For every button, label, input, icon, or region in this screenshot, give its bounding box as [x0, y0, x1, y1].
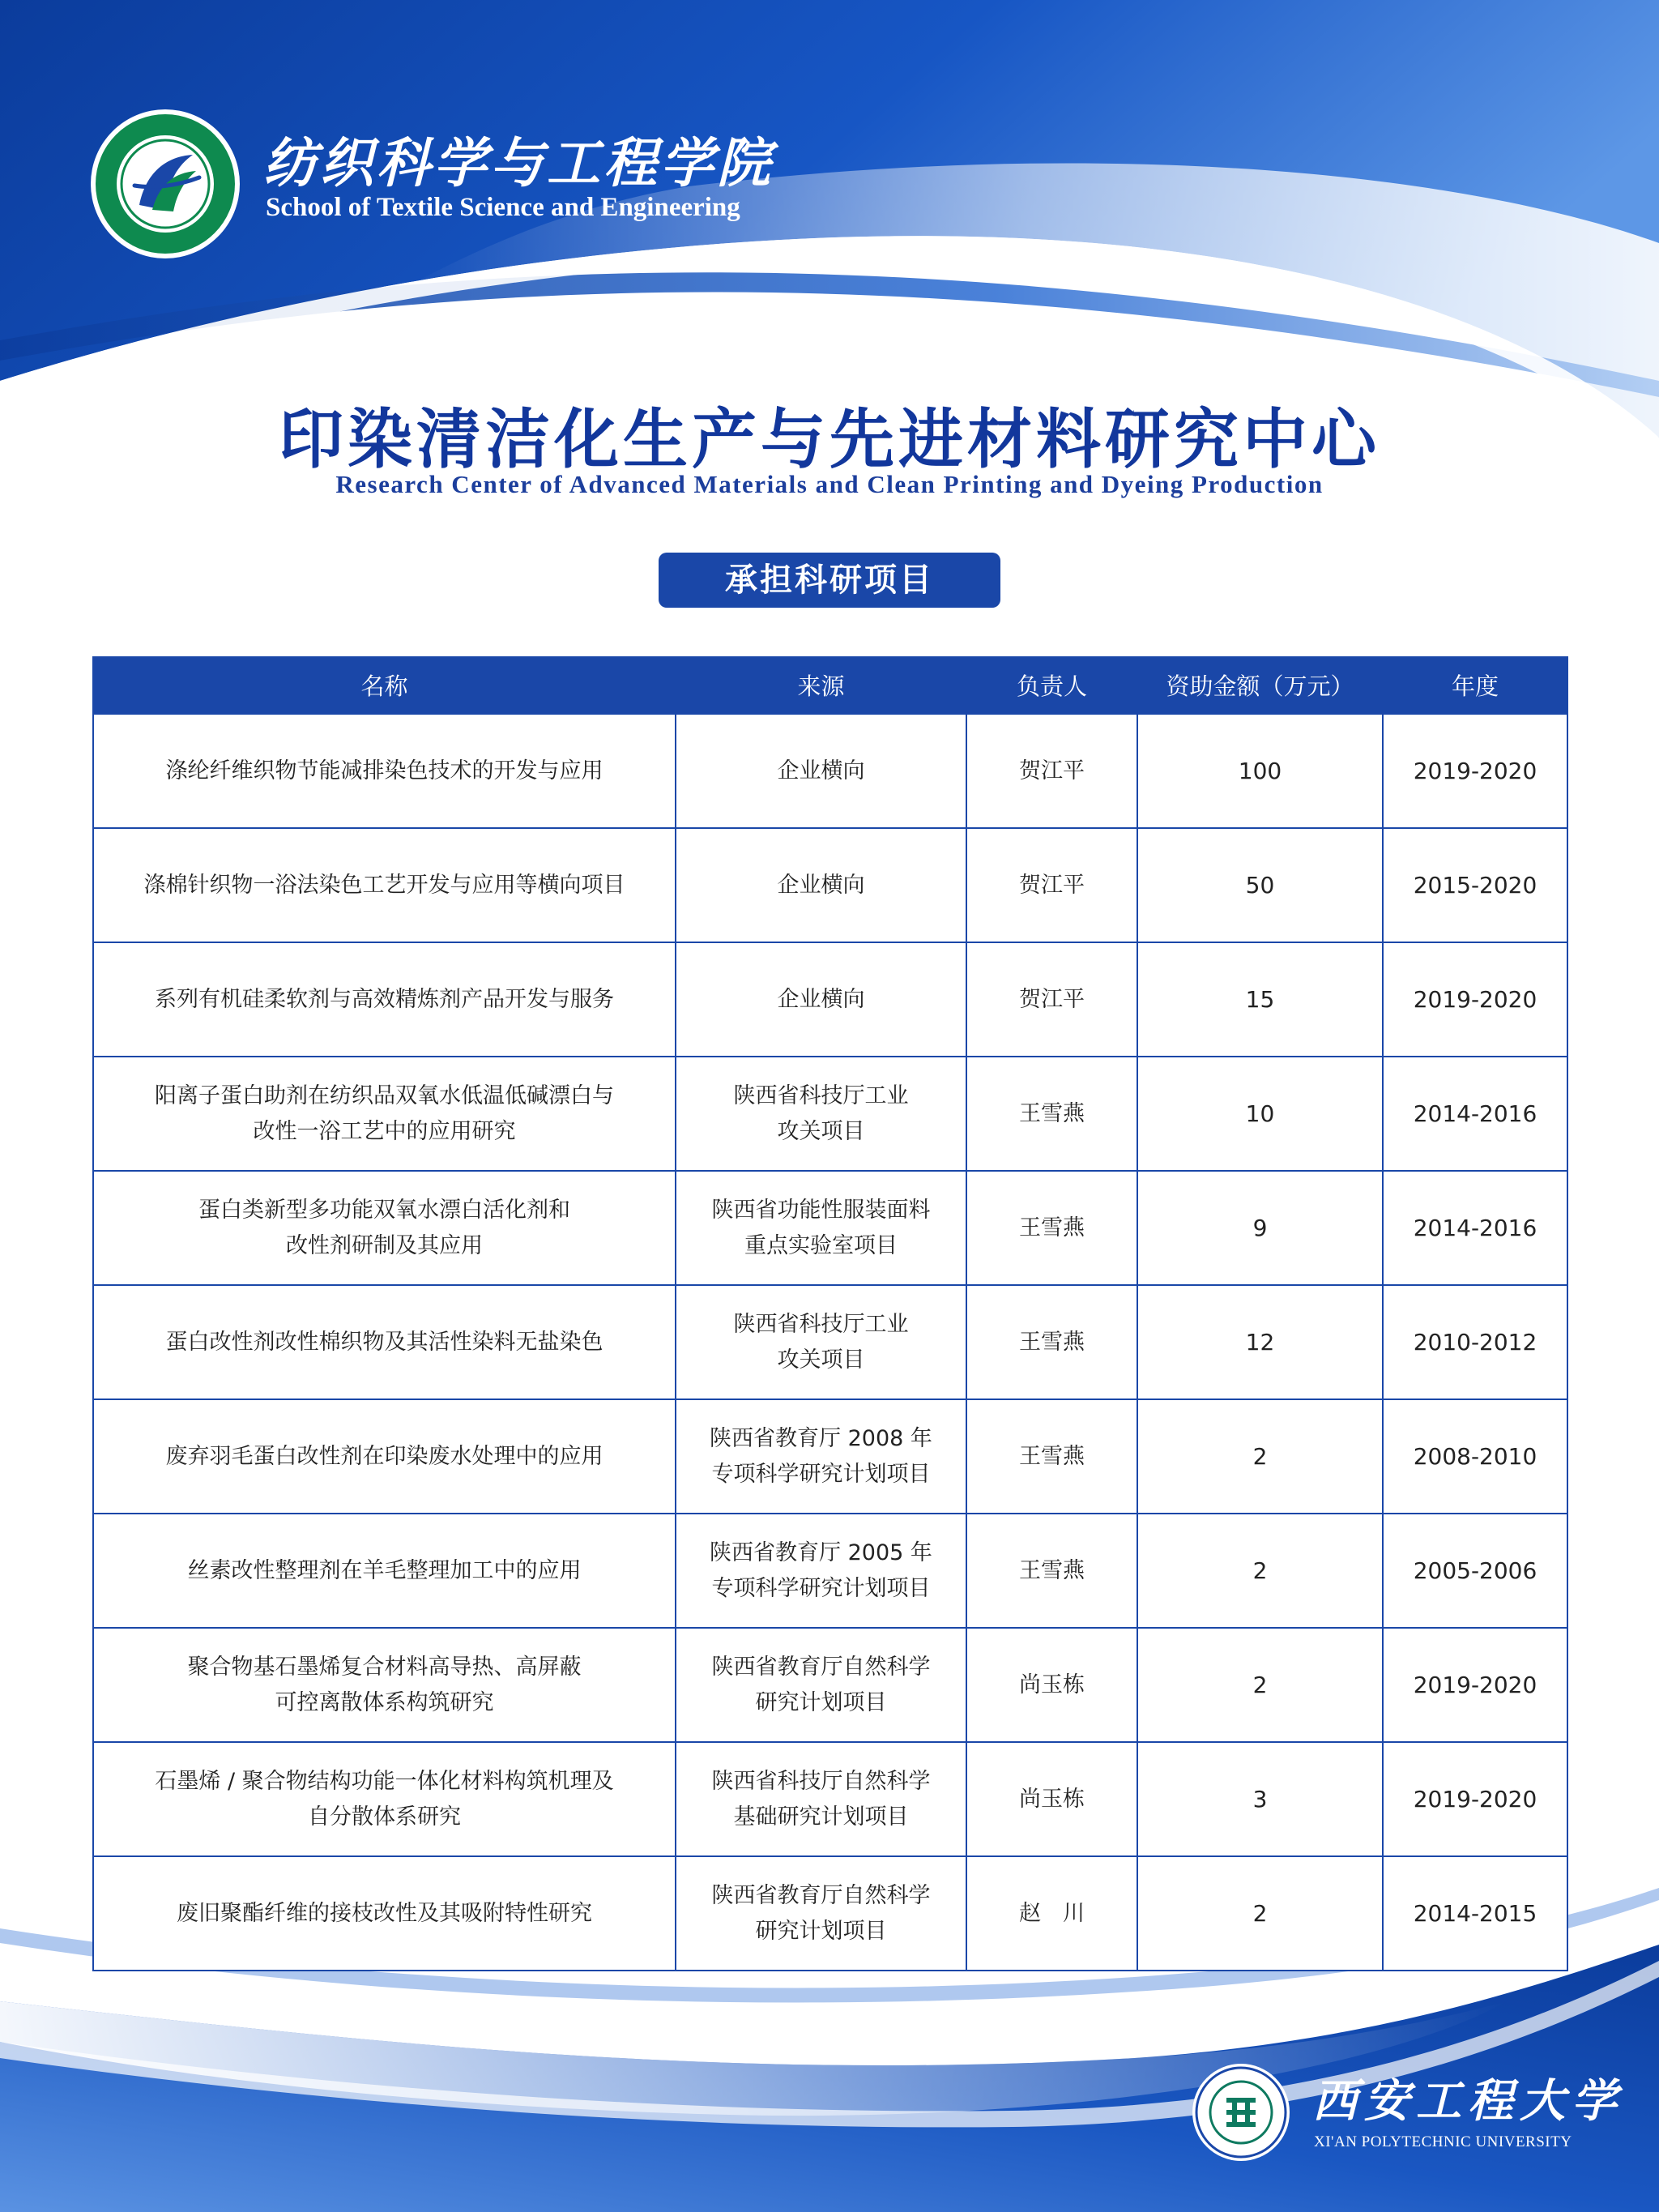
- page-title: 印染清洁化生产与先进材料研究中心: [279, 402, 1380, 477]
- table-row: [93, 1399, 1567, 1514]
- cell-source: [676, 1514, 966, 1628]
- cell-source-line: 专项科学研究计划项目: [711, 1461, 931, 1487]
- cell-amount: 2: [1137, 1399, 1383, 1514]
- cell-source-line: 陕西省教育厅 2008 年: [710, 1425, 932, 1451]
- column-header-year: 年度: [1383, 656, 1567, 714]
- cell-source: [676, 1856, 966, 1971]
- cell-amount: 2: [1137, 1628, 1383, 1742]
- cell-project-name: [93, 1628, 676, 1742]
- cell-project-name-line: 废弃羽毛蛋白改性剂在印染废水处理中的应用: [165, 1443, 603, 1469]
- column-header-source: 来源: [676, 656, 966, 714]
- school-name-cn: 纺织科学与工程学院: [263, 131, 774, 194]
- cell-project-name-line: 石墨烯 / 聚合物结构功能一体化材料构筑机理及: [155, 1768, 614, 1794]
- cell-source-line: 重点实验室项目: [744, 1232, 898, 1258]
- column-header-name: 名称: [93, 656, 676, 714]
- cell-leader: 王雪燕: [966, 1057, 1137, 1171]
- university-emblem-icon: [1191, 2062, 1291, 2163]
- cell-source: [676, 1742, 966, 1856]
- projects-table: [92, 656, 1568, 1971]
- cell-amount: 100: [1137, 714, 1383, 828]
- cell-year: 2019-2020: [1383, 714, 1567, 828]
- cell-amount: 12: [1137, 1285, 1383, 1399]
- cell-year: 2010-2012: [1383, 1285, 1567, 1399]
- cell-project-name-line: 丝素改性整理剂在羊毛整理加工中的应用: [187, 1557, 582, 1583]
- cell-source-line: 专项科学研究计划项目: [711, 1575, 931, 1601]
- cell-project-name-line: 蛋白改性剂改性棉织物及其活性染料无盐染色: [165, 1329, 603, 1355]
- table-row: [93, 828, 1567, 942]
- cell-project-name: [93, 1856, 676, 1971]
- cell-source-line: 研究计划项目: [755, 1918, 887, 1944]
- cell-project-name-line: 聚合物基石墨烯复合材料高导热、高屏蔽: [187, 1654, 582, 1680]
- cell-project-name-line: 涤纶纤维织物节能减排染色技术的开发与应用: [165, 758, 603, 784]
- cell-source: [676, 714, 966, 828]
- cell-source-line: 攻关项目: [777, 1347, 865, 1373]
- cell-source-line: 企业横向: [777, 758, 865, 784]
- cell-source-line: 陕西省功能性服装面料: [711, 1197, 931, 1223]
- cell-amount: 15: [1137, 942, 1383, 1057]
- university-footer: [1191, 2062, 1623, 2176]
- cell-project-name-line: 涤棉针织物一浴法染色工艺开发与应用等横向项目: [143, 872, 625, 898]
- cell-amount: 50: [1137, 828, 1383, 942]
- cell-project-name: [93, 1514, 676, 1628]
- cell-source-line: 基础研究计划项目: [733, 1804, 909, 1830]
- table-row: [93, 1742, 1567, 1856]
- cell-project-name-line: 蛋白类新型多功能双氧水漂白活化剂和: [198, 1197, 570, 1223]
- cell-source: [676, 1399, 966, 1514]
- cell-year: 2014-2016: [1383, 1057, 1567, 1171]
- table-row: [93, 1514, 1567, 1628]
- cell-source-line: 企业横向: [777, 986, 865, 1012]
- cell-source-line: 企业横向: [777, 872, 865, 898]
- cell-year: 2014-2015: [1383, 1856, 1567, 1971]
- cell-year: 2019-2020: [1383, 1742, 1567, 1856]
- cell-source: [676, 1285, 966, 1399]
- cell-source-line: 陕西省科技厅工业: [733, 1311, 909, 1337]
- cell-source-line: 攻关项目: [777, 1118, 865, 1144]
- cell-leader: 尚玉栋: [966, 1628, 1137, 1742]
- cell-amount: 9: [1137, 1171, 1383, 1285]
- cell-project-name-line: 自分散体系研究: [308, 1804, 461, 1830]
- school-header: [89, 96, 818, 258]
- cell-leader: 赵 川: [966, 1856, 1137, 1971]
- cell-leader: 王雪燕: [966, 1514, 1137, 1628]
- table-row: [93, 1285, 1567, 1399]
- cell-amount: 10: [1137, 1057, 1383, 1171]
- cell-leader: 贺江平: [966, 828, 1137, 942]
- table-row: [93, 942, 1567, 1057]
- cell-project-name: [93, 1171, 676, 1285]
- cell-source: [676, 828, 966, 942]
- cell-project-name: [93, 1285, 676, 1399]
- cell-source-line: 陕西省教育厅自然科学: [711, 1882, 931, 1908]
- cell-project-name-line: 废旧聚酯纤维的接枝改性及其吸附特性研究: [177, 1900, 592, 1926]
- cell-project-name-line: 改性剂研制及其应用: [286, 1232, 483, 1258]
- school-emblem-icon: [89, 108, 241, 260]
- cell-source-line: 陕西省科技厅工业: [733, 1083, 909, 1108]
- cell-project-name: [93, 1399, 676, 1514]
- university-name-cn: 西安工程大学: [1312, 2074, 1623, 2128]
- cell-source: [676, 1171, 966, 1285]
- cell-year: 2014-2016: [1383, 1171, 1567, 1285]
- column-header-amount: 资助金额（万元）: [1137, 656, 1383, 714]
- cell-source: [676, 1628, 966, 1742]
- column-header-leader: 负责人: [966, 656, 1137, 714]
- cell-year: 2019-2020: [1383, 942, 1567, 1057]
- cell-source-line: 陕西省教育厅自然科学: [711, 1654, 931, 1680]
- section-label: 承担科研项目: [659, 553, 1000, 608]
- cell-year: 2015-2020: [1383, 828, 1567, 942]
- cell-leader: 王雪燕: [966, 1399, 1137, 1514]
- school-name-en: School of Textile Science and Engineering: [266, 193, 740, 222]
- table-body: [93, 714, 1567, 1971]
- cell-project-name: [93, 828, 676, 942]
- cell-year: 2019-2020: [1383, 1628, 1567, 1742]
- cell-project-name-line: 系列有机硅柔软剂与高效精炼剂产品开发与服务: [155, 986, 614, 1012]
- page-subtitle: Research Center of Advanced Materials and Clean Printing and Dyeing Production: [335, 470, 1324, 498]
- cell-amount: 2: [1137, 1856, 1383, 1971]
- cell-leader: 尚玉栋: [966, 1742, 1137, 1856]
- cell-year: 2008-2010: [1383, 1399, 1567, 1514]
- table-row: [93, 1171, 1567, 1285]
- cell-source: [676, 942, 966, 1057]
- table-row: [93, 1057, 1567, 1171]
- cell-project-name: [93, 1742, 676, 1856]
- cell-leader: 王雪燕: [966, 1171, 1137, 1285]
- cell-amount: 3: [1137, 1742, 1383, 1856]
- table-row: [93, 1628, 1567, 1742]
- cell-amount: 2: [1137, 1514, 1383, 1628]
- table-row: [93, 1856, 1567, 1971]
- cell-source-line: 陕西省教育厅 2005 年: [710, 1539, 932, 1565]
- cell-leader: 贺江平: [966, 714, 1137, 828]
- university-name-en: XI'AN POLYTECHNIC UNIVERSITY: [1314, 2133, 1572, 2150]
- cell-leader: 王雪燕: [966, 1285, 1137, 1399]
- cell-project-name-line: 可控离散体系构筑研究: [275, 1689, 494, 1715]
- table-row: [93, 714, 1567, 828]
- cell-project-name-line: 改性一浴工艺中的应用研究: [253, 1118, 516, 1144]
- cell-year: 2005-2006: [1383, 1514, 1567, 1628]
- cell-source: [676, 1057, 966, 1171]
- cell-project-name: [93, 714, 676, 828]
- cell-source-line: 陕西省科技厅自然科学: [711, 1768, 931, 1794]
- cell-leader: 贺江平: [966, 942, 1137, 1057]
- cell-project-name: [93, 942, 676, 1057]
- cell-project-name-line: 阳离子蛋白助剂在纺织品双氧水低温低碱漂白与: [155, 1083, 614, 1108]
- cell-source-line: 研究计划项目: [755, 1689, 887, 1715]
- table-header-row: [93, 656, 1567, 714]
- cell-project-name: [93, 1057, 676, 1171]
